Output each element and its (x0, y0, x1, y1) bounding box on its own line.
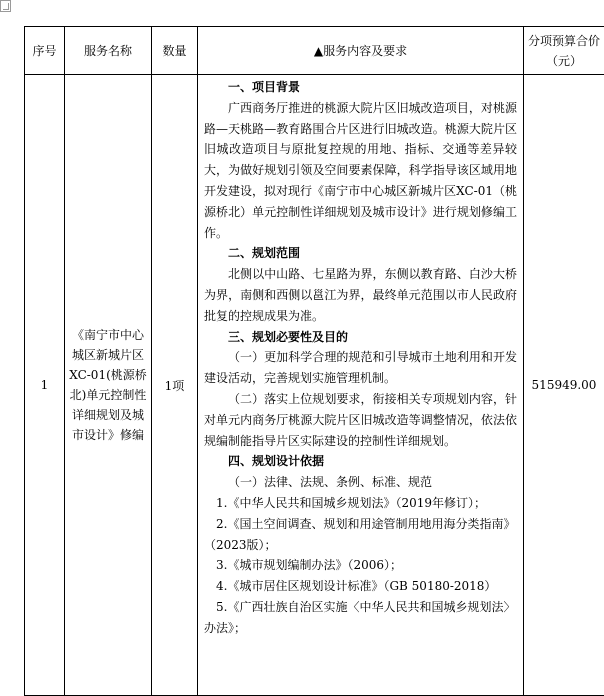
section-heading: 二、规划范围 (204, 243, 517, 264)
content-paragraph: 3.《城市规划编制办法》（2006）； (204, 555, 517, 576)
content-paragraph: （二）落实上位规划要求，衔接相关专项规划内容，针对单元内商务厅桃源大院片区旧城改造等调整情况，依法依规编制能指导片区实际建设的控制性详细规划。 (204, 389, 517, 451)
header-seq: 序号 (25, 27, 65, 75)
content-paragraph: （一）更加科学合理的规范和引导城市土地利用和开发建设活动，完善规划实施管理机制。 (204, 347, 517, 389)
header-service-name: 服务名称 (65, 27, 152, 75)
table-move-handle[interactable] (0, 0, 11, 12)
row-service-name: 《南宁市中心城区新城片区XC-01(桃源桥北)单元控制性详细规划及城市设计》修编 (65, 75, 152, 696)
section-heading: 一、项目背景 (204, 77, 517, 98)
table-row (25, 75, 604, 696)
content-paragraph: 4.《城市居住区规划设计标准》（GB 50180-2018） (204, 576, 517, 597)
content-paragraph: 广西商务厅推进的桃源大院片区旧城改造项目，对桃源路—天桃路—教育路围合片区进行旧城改造。桃源大院片区旧城改造项目与原批复控规的用地、指标、交通等差异较大，为做好规划引领及空间要素保障，科学指导该区域用地开发建设，拟对现行《南宁市中心城区新城片区XC-01（桃源桥北）单元控制性详细规划及城市设计》进行规划修编工作。 (204, 98, 517, 244)
content-paragraph: 5.《广西壮族自治区实施〈中华人民共和国城乡规划法〉办法》； (204, 597, 517, 639)
section-heading: 三、规划必要性及目的 (204, 327, 517, 348)
service-content (204, 75, 517, 639)
header-budget-label: 分项预算合价（元） (528, 34, 600, 68)
content-paragraph: （一）法律、法规、条例、标准、规范 (204, 472, 517, 493)
header-content-requirements: ▲服务内容及要求 (198, 27, 524, 75)
row-quantity: 1项 (152, 75, 198, 696)
content-paragraph: 北侧以中山路、七星路为界，东侧以教育路、白沙大桥为界，南侧和西侧以邕江为界，最终单元范围以市人民政府批复的控规成果为准。 (204, 264, 517, 326)
row-seq: 1 (25, 75, 65, 696)
section-heading: 四、规划设计依据 (204, 451, 517, 472)
content-paragraph: 2.《国土空间调查、规划和用途管制用地用海分类指南》（2023版）； (204, 514, 517, 556)
header-budget (524, 27, 604, 75)
service-table (24, 26, 604, 696)
row-budget: 515949.00 (524, 75, 604, 696)
row-content-cell (198, 75, 524, 696)
header-quantity: 数量 (152, 27, 198, 75)
table-header-row (25, 27, 604, 75)
content-paragraph: 1.《中华人民共和国城乡规划法》（2019年修订）； (204, 493, 517, 514)
